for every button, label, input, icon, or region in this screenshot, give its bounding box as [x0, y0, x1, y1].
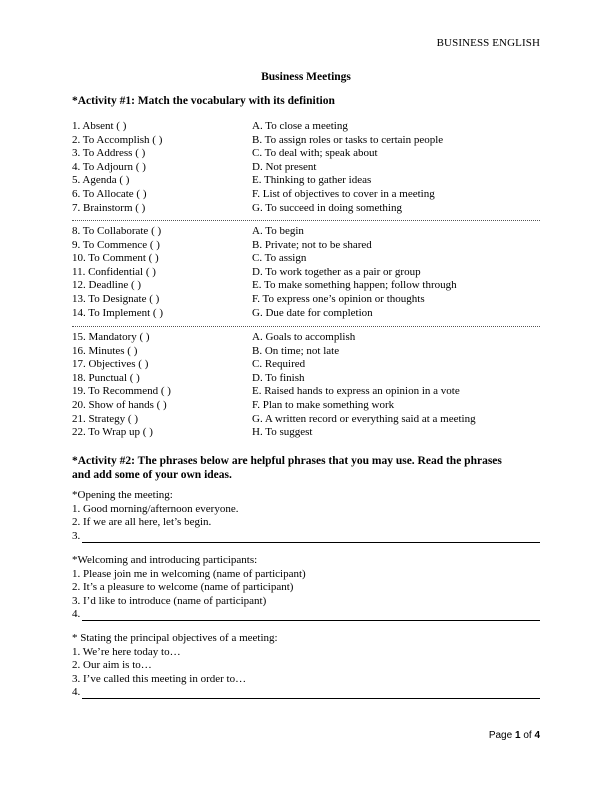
vocab-definition: G. A written record or everything said at a meeting [252, 412, 476, 425]
vocab-row [72, 307, 540, 321]
vocab-term: 8. To Collaborate ( ) [72, 225, 162, 237]
page-title: Business Meetings [261, 71, 351, 83]
vocab-row [72, 225, 540, 239]
phrase-item: 2. It’s a pleasure to welcome (name of participant) [72, 581, 294, 594]
vocab-row [72, 358, 540, 372]
vocab-term: 1. Absent ( ) [72, 120, 127, 132]
page-label: Page [488, 730, 513, 741]
vocab-row [72, 252, 540, 266]
phrase-section-title: *Opening the meeting: [72, 489, 173, 501]
vocab-row [72, 413, 540, 427]
vocab-row [72, 331, 540, 345]
phrase-section-title: * Stating the principal objectives of a meeting: [72, 632, 278, 644]
vocab-row [72, 293, 540, 307]
vocab-row [72, 161, 540, 175]
phrase-item: 3. I’ve called this meeting in order to… [72, 672, 247, 685]
vocab-term: 15. Mandatory ( ) [72, 331, 150, 343]
vocab-row [72, 202, 540, 216]
answer-rule [82, 698, 540, 699]
vocab-row [72, 239, 540, 253]
phrase-section-welcoming [72, 554, 540, 622]
vocab-definition: B. On time; not late [252, 344, 340, 357]
vocab-row [72, 120, 540, 134]
vocab-row [72, 279, 540, 293]
vocab-group-3 [72, 331, 540, 440]
vocab-definition: D. Not present [252, 160, 317, 173]
page-number-footer [489, 730, 540, 741]
page-of: of [523, 730, 532, 741]
vocab-term: 18. Punctual ( ) [72, 371, 140, 384]
vocab-term: 21. Strategy ( ) [72, 412, 138, 425]
vocab-definition: E. Thinking to gather ideas [252, 174, 372, 187]
answer-rule [82, 620, 540, 621]
phrase-item: 1. Good morning/afternoon everyone. [72, 502, 239, 515]
vocab-definition: G. Due date for completion [252, 306, 373, 319]
phrase-section-opening [72, 489, 540, 543]
vocab-row [72, 266, 540, 280]
vocab-definition: E. To make something happen; follow through [252, 279, 457, 292]
blank-answer-line[interactable] [72, 686, 540, 700]
activity1-heading: *Activity #1: Match the vocabulary with its definition [72, 95, 335, 107]
vocab-term: 22. To Wrap up ( ) [72, 426, 153, 439]
vocab-definition: C. Required [252, 358, 306, 371]
vocab-row [72, 147, 540, 161]
vocab-definition: A. To close a meeting [252, 120, 348, 132]
vocab-term: 6. To Allocate ( ) [72, 187, 147, 200]
vocab-definition: F. Plan to make something work [252, 398, 395, 411]
phrase-section-objectives [72, 632, 540, 700]
vocab-row [72, 188, 540, 202]
vocab-row [72, 399, 540, 413]
phrase-item: 1. Please join me in welcoming (name of participant) [72, 567, 306, 580]
vocab-definition: D. To finish [252, 371, 305, 384]
vocab-definition: G. To succeed in doing something [252, 201, 402, 214]
vocab-definition: B. To assign roles or tasks to certain people [252, 133, 444, 146]
vocab-term: 13. To Designate ( ) [72, 292, 160, 305]
phrase-item: 1. We’re here today to… [72, 645, 181, 658]
vocab-definition: C. To assign [252, 252, 307, 265]
vocab-term: 9. To Commence ( ) [72, 238, 160, 251]
vocab-group-1 [72, 120, 540, 215]
vocab-definition: E. Raised hands to express an opinion in a vote [252, 385, 460, 398]
vocab-term: 2. To Accomplish ( ) [72, 133, 163, 146]
vocab-definition: H. To suggest [252, 426, 313, 439]
blank-number: 3. [72, 529, 81, 542]
vocab-definition: C. To deal with; speak about [252, 147, 378, 160]
vocab-term: 5. Agenda ( ) [72, 174, 130, 187]
phrase-item: 2. Our aim is to… [72, 659, 152, 672]
vocab-row [72, 372, 540, 386]
answer-rule [82, 542, 540, 543]
vocab-term: 17. Objectives ( ) [72, 358, 149, 371]
vocab-term: 16. Minutes ( ) [72, 344, 138, 357]
blank-answer-line[interactable] [72, 608, 540, 622]
vocab-term: 20. Show of hands ( ) [72, 398, 167, 411]
blank-number: 4. [72, 608, 81, 621]
phrase-item: 2. If we are all here, let’s begin. [72, 516, 212, 529]
vocab-term: 14. To Implement ( ) [72, 306, 163, 319]
vocab-term: 12. Deadline ( ) [72, 279, 142, 292]
vocab-term: 4. To Adjourn ( ) [72, 160, 146, 173]
vocab-row [72, 345, 540, 359]
vocab-row [72, 174, 540, 188]
section-divider [72, 220, 540, 221]
vocab-definition: B. Private; not to be shared [252, 238, 372, 251]
vocab-group-2 [72, 225, 540, 320]
vocab-definition: F. List of objectives to cover in a meeting [252, 187, 435, 200]
vocab-row [72, 134, 540, 148]
phrase-item: 3. I’d like to introduce (name of participant) [72, 594, 267, 607]
vocab-term: 7. Brainstorm ( ) [72, 201, 146, 214]
vocab-term: 10. To Comment ( ) [72, 252, 159, 265]
vocab-definition: F. To express one’s opinion or thoughts [252, 292, 425, 305]
vocab-definition: D. To work together as a pair or group [252, 265, 421, 278]
vocab-row [72, 426, 540, 440]
vocab-term: 3. To Address ( ) [72, 147, 146, 160]
vocab-term: 19. To Recommend ( ) [72, 385, 171, 398]
activity2-heading-line: *Activity #2: The phrases below are helpful phrases that you may use. Read the phrases [72, 455, 502, 467]
blank-answer-line[interactable] [72, 530, 540, 544]
page-current: 1 [514, 730, 521, 741]
activity2-heading-line: and add some of your own ideas. [72, 469, 232, 481]
document-header: BUSINESS ENGLISH [436, 37, 540, 49]
vocab-row [72, 385, 540, 399]
page-total: 4 [534, 730, 540, 741]
vocab-term: 11. Confidential ( ) [72, 265, 156, 278]
vocab-definition: A. To begin [252, 225, 304, 237]
phrase-section-title: *Welcoming and introducing participants: [72, 554, 258, 566]
vocab-definition: A. Goals to accomplish [252, 331, 356, 343]
section-divider [72, 326, 540, 327]
activity2-heading [72, 454, 542, 482]
blank-number: 4. [72, 686, 81, 699]
